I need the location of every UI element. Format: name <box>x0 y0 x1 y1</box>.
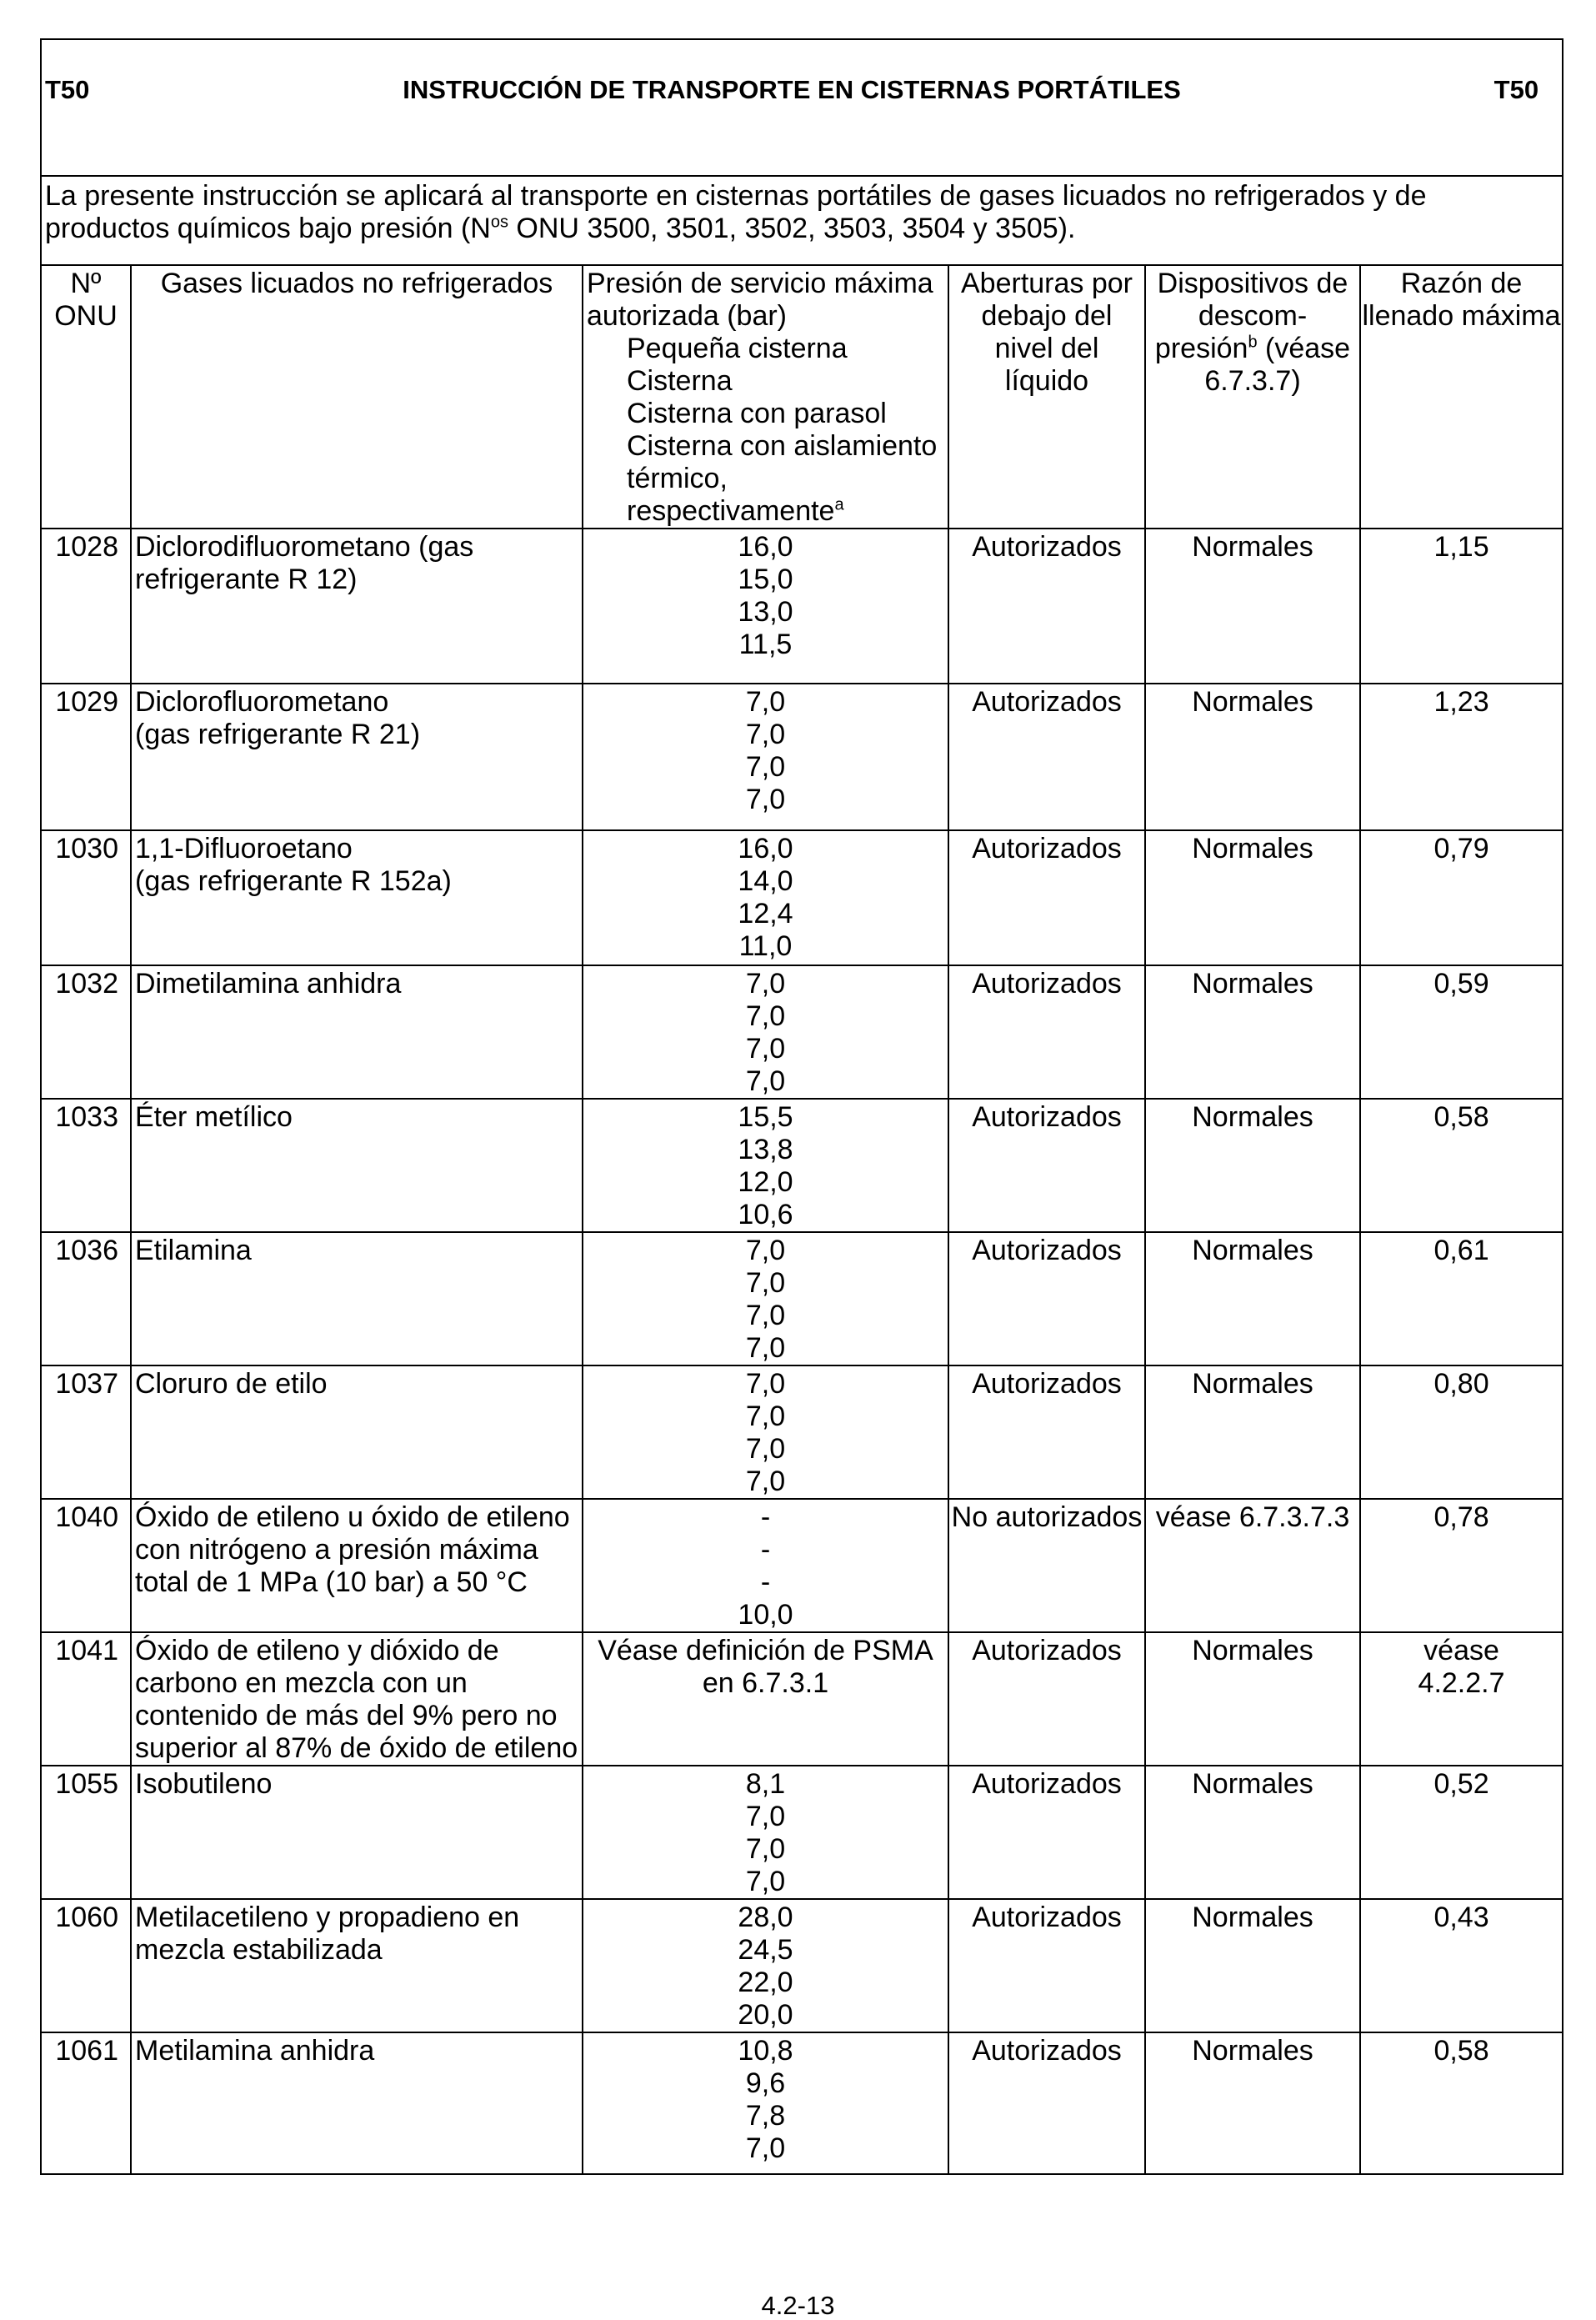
table-row <box>41 2032 1563 2174</box>
max-filling-ratio: 0,78 <box>1360 1499 1563 1632</box>
bottom-openings: Autorizados <box>948 1632 1145 1766</box>
gas-name: Óxido de etileno u óxido de etileno con nitrógeno a presión máxima total de 1 MPa (10 bar) a 50 °C <box>131 1499 583 1632</box>
pressure-relief-devices: Normales <box>1145 1899 1360 2032</box>
table-row <box>41 1499 1563 1632</box>
max-pressure: - - - 10,0 <box>583 1499 948 1632</box>
gas-name: Diclorofluorometano (gas refrigerante R 21) <box>131 684 583 830</box>
bottom-openings: Autorizados <box>948 1899 1145 2032</box>
bottom-openings: Autorizados <box>948 1232 1145 1365</box>
max-filling-ratio: 0,61 <box>1360 1232 1563 1365</box>
max-pressure: 7,0 7,0 7,0 7,0 <box>583 684 948 830</box>
page-frame <box>40 38 1562 2175</box>
table-row <box>41 830 1563 965</box>
bottom-openings: Autorizados <box>948 1365 1145 1499</box>
pressure-relief-devices: véase 6.7.3.7.3 <box>1145 1499 1360 1632</box>
max-filling-ratio: 1,23 <box>1360 684 1563 830</box>
pressure-relief-devices: Normales <box>1145 1632 1360 1766</box>
gas-name: Dimetilamina anhidra <box>131 965 583 1099</box>
gas-name: Óxido de etileno y dióxido de carbono en mezcla con un contenido de más del 9% pero no superior al 87% de óxido de etileno <box>131 1632 583 1766</box>
table-row <box>41 1232 1563 1365</box>
pressure-relief-devices: Normales <box>1145 830 1360 965</box>
bottom-openings: Autorizados <box>948 965 1145 1099</box>
transport-instruction-table <box>40 38 1563 2175</box>
bottom-openings: No autorizados <box>948 1499 1145 1632</box>
max-pressure: 7,0 7,0 7,0 7,0 <box>583 1232 948 1365</box>
max-filling-ratio: 0,58 <box>1360 1099 1563 1232</box>
max-filling-ratio: 0,43 <box>1360 1899 1563 2032</box>
bottom-openings: Autorizados <box>948 2032 1145 2174</box>
pressure-relief-devices: Normales <box>1145 684 1360 830</box>
instruction-code-right: T50 <box>1493 75 1539 104</box>
pressure-relief-devices: Normales <box>1145 2032 1360 2174</box>
onu-number: 1032 <box>41 965 131 1099</box>
max-pressure: 7,0 7,0 7,0 7,0 <box>583 1365 948 1499</box>
max-pressure: 28,0 24,5 22,0 20,0 <box>583 1899 948 2032</box>
pressure-relief-devices: Normales <box>1145 529 1360 684</box>
onu-number: 1028 <box>41 529 131 684</box>
pressure-relief-devices: Normales <box>1145 1232 1360 1365</box>
header-gas: Gases licuados no refrigerados <box>131 265 583 529</box>
header-onu: Nº ONU <box>41 265 131 529</box>
table-row <box>41 1365 1563 1499</box>
pressure-relief-devices: Normales <box>1145 1766 1360 1899</box>
max-filling-ratio: véase 4.2.2.7 <box>1360 1632 1563 1766</box>
table-row <box>41 1766 1563 1899</box>
max-filling-ratio: 0,59 <box>1360 965 1563 1099</box>
max-filling-ratio: 1,15 <box>1360 529 1563 684</box>
gas-name: Diclorodifluorometano (gas refrigerante R 12) <box>131 529 583 684</box>
instruction-title: INSTRUCCIÓN DE TRANSPORTE EN CISTERNAS PORTÁTILES <box>403 75 1181 104</box>
onu-number: 1040 <box>41 1499 131 1632</box>
pressure-relief-devices: Normales <box>1145 965 1360 1099</box>
bottom-openings: Autorizados <box>948 529 1145 684</box>
pressure-relief-devices: Normales <box>1145 1099 1360 1232</box>
onu-number: 1030 <box>41 830 131 965</box>
onu-number: 1037 <box>41 1365 131 1499</box>
column-header-row <box>41 265 1563 529</box>
page-number: 4.2-13 <box>761 2291 835 2320</box>
max-filling-ratio: 0,79 <box>1360 830 1563 965</box>
gas-name: Metilamina anhidra <box>131 2032 583 2174</box>
gas-name: Metilacetileno y propadieno en mezcla estabilizada <box>131 1899 583 2032</box>
pressure-relief-devices: Normales <box>1145 1365 1360 1499</box>
max-pressure: Véase definición de PSMA en 6.7.3.1 <box>583 1632 948 1766</box>
max-pressure: 16,0 14,0 12,4 11,0 <box>583 830 948 965</box>
gas-name: Etilamina <box>131 1232 583 1365</box>
table-row <box>41 1099 1563 1232</box>
intro-text: La presente instrucción se aplicará al transporte en cisternas portátiles de gases licuados no refrigerados y de productos químicos bajo presión ($N^{os}$ ONU 3500, 3501, 3502, 3503, 3504 y 3505). <box>41 176 1563 265</box>
table-row <box>41 684 1563 830</box>
max-pressure: 10,8 9,6 7,8 7,0 <box>583 2032 948 2174</box>
gas-name: Isobutileno <box>131 1766 583 1899</box>
onu-number: 1061 <box>41 2032 131 2174</box>
gas-name: 1,1-Difluoroetano (gas refrigerante R 152a) <box>131 830 583 965</box>
table-row <box>41 1899 1563 2032</box>
title-row <box>41 39 1563 176</box>
max-filling-ratio: 0,52 <box>1360 1766 1563 1899</box>
table-row <box>41 965 1563 1099</box>
table-row <box>41 1632 1563 1766</box>
table-row <box>41 529 1563 684</box>
header-devices: Dispositivos de descom- presión$^b$ (véase 6.7.3.7) <box>1145 265 1360 529</box>
onu-number: 1029 <box>41 684 131 830</box>
instruction-code-left: T50 <box>45 75 90 104</box>
gas-name: Éter metílico <box>131 1099 583 1232</box>
onu-number: 1060 <box>41 1899 131 2032</box>
max-filling-ratio: 0,80 <box>1360 1365 1563 1499</box>
bottom-openings: Autorizados <box>948 684 1145 830</box>
max-pressure: 7,0 7,0 7,0 7,0 <box>583 965 948 1099</box>
header-pressure: Presión de servicio máxima autorizada (bar) Pequeña cisterna Cisterna Cisterna con parasol Cisterna con aislamiento térmico, respectivamente$^a$ <box>583 265 948 529</box>
header-openings: Aberturas por debajo del nivel del líquido <box>948 265 1145 529</box>
bottom-openings: Autorizados <box>948 1099 1145 1232</box>
bottom-openings: Autorizados <box>948 830 1145 965</box>
onu-number: 1036 <box>41 1232 131 1365</box>
max-pressure: 16,0 15,0 13,0 11,5 <box>583 529 948 684</box>
max-pressure: 8,1 7,0 7,0 7,0 <box>583 1766 948 1899</box>
header-ratio: Razón de llenado máxima <box>1360 265 1563 529</box>
max-pressure: 15,5 13,8 12,0 10,6 <box>583 1099 948 1232</box>
max-filling-ratio: 0,58 <box>1360 2032 1563 2174</box>
onu-number: 1055 <box>41 1766 131 1899</box>
onu-number: 1041 <box>41 1632 131 1766</box>
onu-number: 1033 <box>41 1099 131 1232</box>
gas-name: Cloruro de etilo <box>131 1365 583 1499</box>
intro-row <box>41 176 1563 265</box>
bottom-openings: Autorizados <box>948 1766 1145 1899</box>
